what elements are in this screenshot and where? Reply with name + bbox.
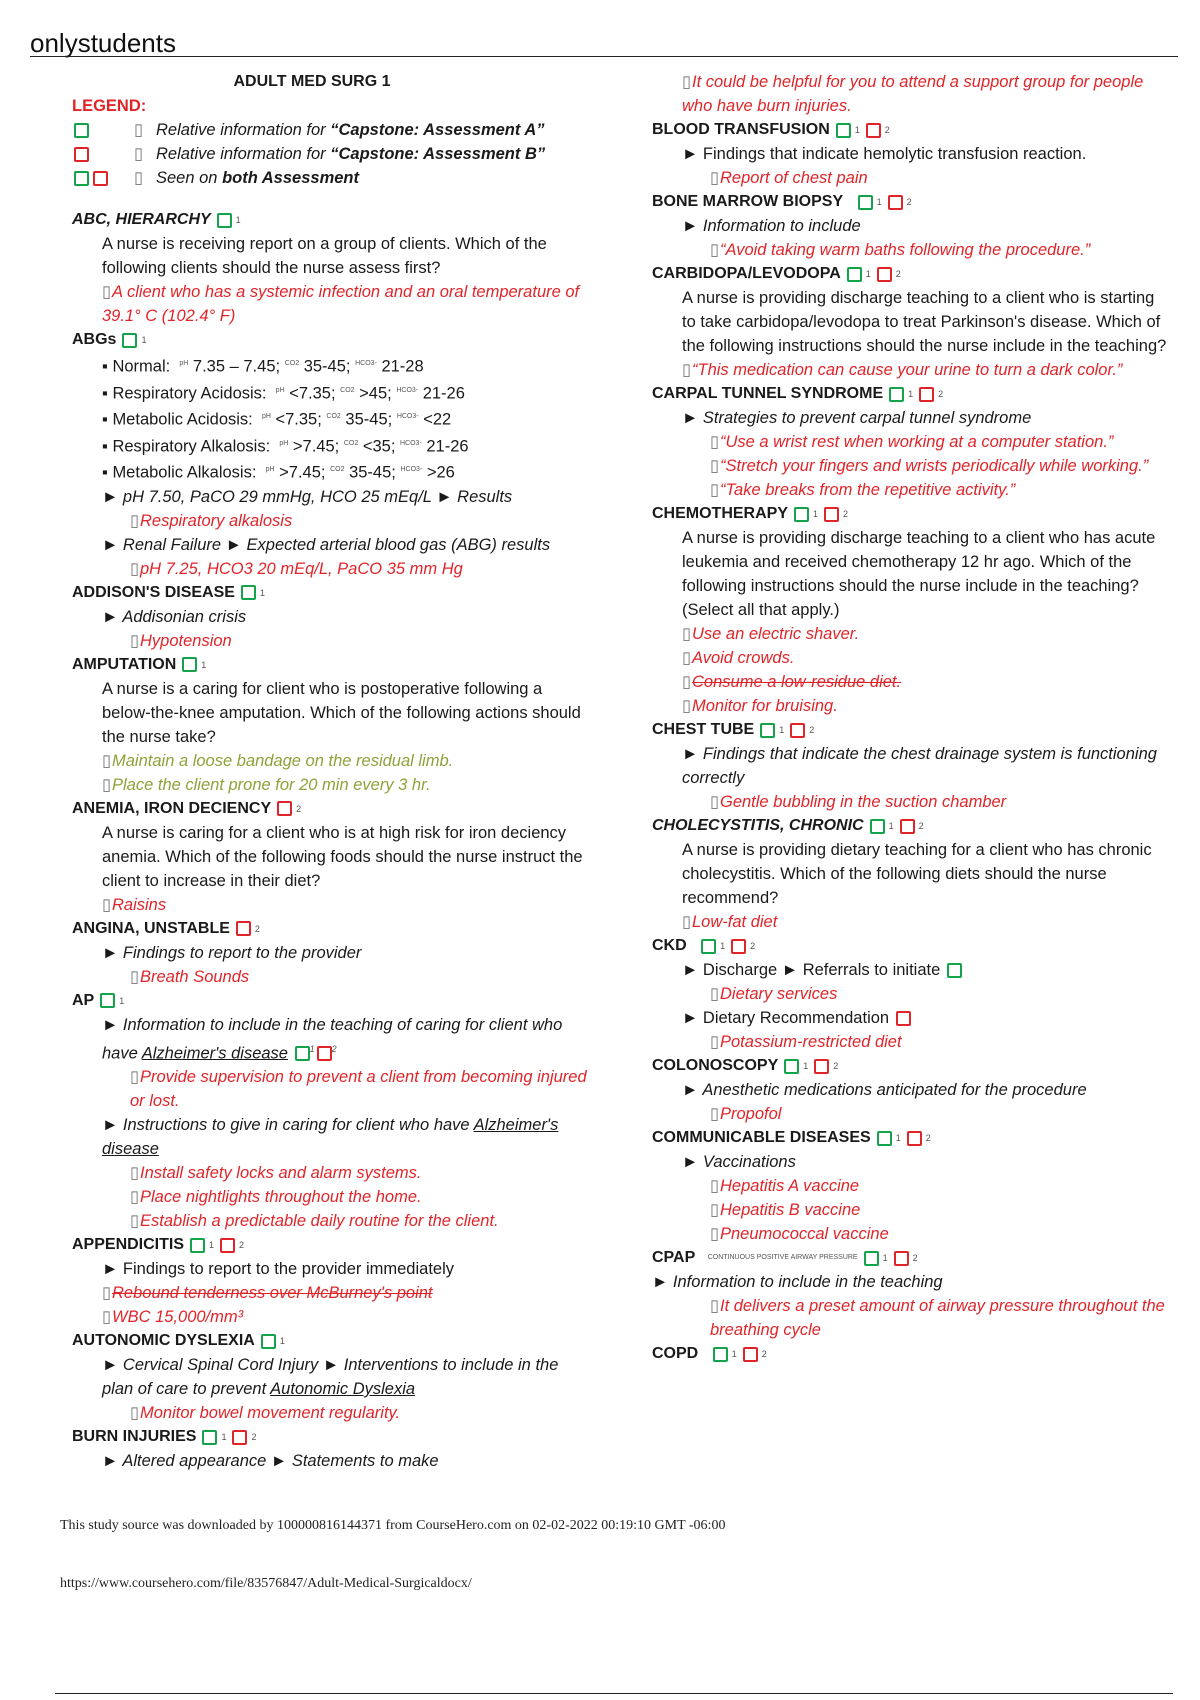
green-square-icon	[295, 1046, 310, 1061]
answer-text: ▯Hepatitis A vaccine	[710, 1177, 860, 1195]
topic-line: ► Findings to report to the provider	[102, 943, 362, 962]
answer-text: ▯Rebound tenderness over McBurney's point	[102, 1284, 433, 1302]
green-square-icon	[947, 963, 962, 978]
bullet-box-icon: ▯	[134, 121, 144, 139]
section-heading: CHOLECYSTITIS, CHRONIC 1 2	[652, 817, 924, 834]
section-heading: ANEMIA, IRON DECIENCY 2	[72, 799, 302, 817]
red-square-icon	[277, 801, 292, 816]
red-square-icon	[317, 1046, 332, 1061]
abg-row: ▪ Normal: $^{pH}$ 7.35 – 7.45; $^{CO2}$ 35-45; $^{HCO3-}$ 21-28	[102, 357, 424, 376]
green-square-icon	[217, 213, 232, 228]
section-heading: AUTONOMIC DYSLEXIA 1	[72, 1332, 285, 1349]
answer-text: ▯It delivers a preset amount of airway pressure throughout the breathing cycle	[710, 1297, 1165, 1339]
section-heading: COPD 1 2	[652, 1345, 767, 1362]
answer-text: ▯Hypotension	[130, 631, 232, 650]
answer-text: ▯It could be helpful for you to attend a support group for people who have burn injuries.	[682, 73, 1144, 115]
abg-row: ▪ Metabolic Alkalosis: $^{pH}$ >7.45; $^{CO2}$ 35-45; $^{HCO3-}$ >26	[102, 463, 455, 482]
answer-text: ▯A client who has a systemic infection and an oral temperature of 39.1° C (102.4° F)	[102, 283, 580, 325]
legend-text: Seen on	[156, 169, 223, 187]
answer-text: ▯Breath Sounds	[130, 967, 250, 986]
section-heading: COMMUNICABLE DISEASES 1 2	[652, 1129, 931, 1146]
answer-text: ▯Avoid crowds.	[682, 649, 795, 667]
red-square-icon	[743, 1347, 758, 1362]
answer-text: ▯Place nightlights throughout the home.	[130, 1188, 422, 1206]
answer-text: ▯Use an electric shaver.	[682, 625, 860, 643]
question-text: A nurse is a caring for client who is postoperative following a below-the-knee amputation. Which of the following actions should the nurse take?	[102, 679, 581, 746]
answer-text: ▯WBC 15,000/mm³	[102, 1308, 244, 1326]
topic-line: ► Addisonian crisis	[102, 607, 247, 626]
green-square-icon	[74, 171, 89, 186]
red-square-icon	[888, 195, 903, 210]
answer-text: ▯Provide supervision to prevent a client from becoming injured or lost.	[130, 1068, 587, 1110]
red-square-icon	[907, 1131, 922, 1146]
green-square-icon	[864, 1251, 879, 1266]
section-heading: APPENDICITIS 1 2	[72, 1236, 245, 1253]
topic-line: ► Information to include in the teaching of caring for client who have Alzheimer's disease $^1$ $^2$	[102, 1015, 563, 1062]
legend-bold: “Capstone: Assessment B”	[330, 145, 546, 163]
answer-text: ▯Establish a predictable daily routine for the client.	[130, 1212, 499, 1230]
topic-line: ► Information to include	[682, 217, 861, 235]
section-heading: CHEST TUBE 1 2	[652, 721, 815, 738]
answer-text: ▯Consume a low-residue diet.	[682, 673, 902, 691]
green-square-icon	[261, 1334, 276, 1349]
section-heading: BURN INJURIES 1 2	[72, 1428, 257, 1445]
legend-text: Relative information for	[156, 145, 331, 163]
answer-text: ▯Pneumococcal vaccine	[710, 1225, 889, 1243]
section-heading: CARBIDOPA/LEVODOPA 1 2	[652, 265, 901, 282]
section-heading: ABC, HIERARCHY 1	[72, 211, 241, 228]
abg-row: ▪ Respiratory Alkalosis: $^{pH}$ >7.45; $^{CO2}$ <35; $^{HCO3-}$ 21-26	[102, 437, 469, 455]
legend-label: LEGEND:	[72, 97, 147, 115]
answer-text: ▯Respiratory alkalosis	[130, 511, 293, 530]
section-heading: CKD 1 2	[652, 937, 756, 954]
red-square-icon	[731, 939, 746, 954]
red-square-icon	[236, 921, 251, 936]
red-square-icon	[232, 1430, 247, 1445]
section-heading: BONE MARROW BIOPSY 1 2	[652, 193, 912, 210]
answer-text: ▯Low-fat diet	[682, 913, 778, 931]
green-square-icon	[713, 1347, 728, 1362]
abg-row: ▪ Respiratory Acidosis: $^{pH}$ <7.35; $^{CO2}$ >45; $^{HCO3-}$ 21-26	[102, 384, 465, 402]
red-square-icon	[900, 819, 915, 834]
red-square-icon	[74, 147, 89, 162]
green-square-icon	[122, 333, 137, 348]
green-square-icon	[836, 123, 851, 138]
topic-line: ► Findings that indicate the chest drainage system is functioning correctly	[682, 745, 1157, 787]
green-square-icon	[877, 1131, 892, 1146]
green-square-icon	[182, 657, 197, 672]
document-title: ADULT MED SURG 1	[233, 73, 391, 90]
abg-row: ▪ Metabolic Acidosis: $^{pH}$ <7.35; $^{CO2}$ 35-45; $^{HCO3-}$ <22	[102, 410, 452, 429]
answer-text: ▯Monitor bowel movement regularity.	[130, 1404, 401, 1422]
answer-text: ▯Hepatitis B vaccine	[710, 1201, 861, 1219]
topic-line: ► Altered appearance ► Statements to make	[102, 1452, 439, 1470]
question-text: A nurse is providing discharge teaching to a client who is starting to take carbidopa/levodopa to treat Parkinson's disease. Which of the following instructions should the nurse include in the teaching?	[682, 289, 1167, 355]
red-square-icon	[93, 171, 108, 186]
question-text: A nurse is providing discharge teaching to a client who has acute leukemia and received chemotherapy 12 hr ago. Which of the following instructions should the nurse include in the teaching? (Select all that apply.)	[682, 529, 1156, 619]
red-square-icon	[220, 1238, 235, 1253]
topic-line: ► Renal Failure ► Expected arterial blood gas (ABG) results	[102, 535, 551, 554]
answer-text: ▯“Use a wrist rest when working at a computer station.”	[710, 433, 1114, 451]
legend-bold: “Capstone: Assessment A”	[330, 121, 545, 139]
section-heading: CHEMOTHERAPY 1 2	[652, 505, 849, 522]
bullet-box-icon: ▯	[134, 169, 144, 187]
topic-line: ► Cervical Spinal Cord Injury ► Interventions to include in the plan of care to prevent Autonomic Dyslexia	[102, 1356, 559, 1398]
question-text: A nurse is receiving report on a group of clients. Which of the following clients should the nurse assess first?	[102, 235, 547, 277]
right-column	[652, 70, 1172, 1366]
green-square-icon	[74, 123, 89, 138]
answer-text: ▯Raisins	[102, 895, 167, 914]
red-square-icon	[814, 1059, 829, 1074]
topic-line: ► Discharge ► Referrals to initiate	[652, 958, 1172, 982]
download-notice: This study source was downloaded by 100000816144371 from CourseHero.com on 02-02-2022 00:19:10 GMT -06:00	[60, 1518, 726, 1533]
bullet-box-icon: ▯	[134, 145, 144, 163]
section-heading: ABGs 1	[72, 331, 147, 348]
answer-text: ▯Propofol	[710, 1105, 782, 1123]
section-heading: ADDISON'S DISEASE 1	[72, 583, 265, 601]
answer-text: ▯Monitor for bruising.	[682, 697, 838, 715]
green-square-icon	[889, 387, 904, 402]
section-heading: CPAP CONTINUOUS POSITIVE AIRWAY PRESSURE 1 2	[652, 1249, 918, 1266]
answer-text: ▯pH 7.25, HCO3 20 mEq/L, PaCO 35 mm Hg	[130, 559, 463, 578]
answer-text: ▯Install safety locks and alarm systems.	[130, 1164, 422, 1182]
green-square-icon	[701, 939, 716, 954]
section-heading: COLONOSCOPY 1 2	[652, 1057, 839, 1074]
legend-row-b	[72, 142, 592, 166]
green-square-icon	[858, 195, 873, 210]
red-square-icon	[896, 1011, 911, 1026]
section-heading: AP 1	[72, 991, 125, 1009]
topic-line: ► Anesthetic medications anticipated for the procedure	[682, 1081, 1087, 1099]
answer-text: ▯Place the client prone for 20 min every 3 hr.	[102, 775, 431, 794]
topic-line: ► pH 7.50, PaCO 29 mmHg, HCO 25 mEq/L ► Results	[102, 487, 513, 506]
topic-line: ► Findings that indicate hemolytic transfusion reaction.	[682, 145, 1087, 163]
legend-row-both	[72, 166, 592, 190]
green-square-icon	[784, 1059, 799, 1074]
green-square-icon	[760, 723, 775, 738]
brand-header: onlystudents	[30, 28, 176, 58]
green-square-icon	[870, 819, 885, 834]
footer-rule	[55, 1693, 1173, 1694]
question-text: A nurse is providing dietary teaching for a client who has chronic cholecystitis. Which of the following diets should the nurse recommend?	[682, 841, 1152, 907]
answer-text: ▯Gentle bubbling in the suction chamber	[710, 793, 1007, 811]
red-square-icon	[866, 123, 881, 138]
source-url[interactable]: https://www.coursehero.com/file/83576847/Adult-Medical-Surgicaldocx/	[60, 1576, 472, 1591]
topic-line: ► Strategies to prevent carpal tunnel syndrome	[682, 409, 1032, 427]
red-square-icon	[790, 723, 805, 738]
red-square-icon	[877, 267, 892, 282]
topic-line: ► Findings to report to the provider immediately	[102, 1260, 454, 1278]
question-text: A nurse is caring for a client who is at high risk for iron deciency anemia. Which of the following foods should the nurse instruct the client to increase in their diet?	[102, 823, 583, 890]
red-square-icon	[824, 507, 839, 522]
green-square-icon	[100, 993, 115, 1008]
left-column	[72, 70, 592, 1473]
answer-text: ▯Report of chest pain	[710, 169, 868, 187]
section-heading: BLOOD TRANSFUSION 1 2	[652, 121, 890, 138]
topic-line: ► Dietary Recommendation	[652, 1006, 1172, 1030]
header-rule	[30, 56, 1178, 57]
legend-text: Relative information for	[156, 121, 331, 139]
red-square-icon	[919, 387, 934, 402]
answer-text: ▯Potassium-restricted diet	[710, 1033, 902, 1051]
green-square-icon	[241, 585, 256, 600]
answer-text: ▯“This medication can cause your urine to turn a dark color.”	[682, 361, 1123, 379]
section-heading: AMPUTATION 1	[72, 655, 207, 673]
answer-text: ▯“Avoid taking warm baths following the procedure.”	[710, 241, 1091, 259]
green-square-icon	[794, 507, 809, 522]
green-square-icon	[190, 1238, 205, 1253]
answer-text: ▯“Take breaks from the repetitive activity.”	[710, 481, 1016, 499]
section-heading: ANGINA, UNSTABLE 2	[72, 919, 260, 937]
red-square-icon	[894, 1251, 909, 1266]
topic-line: ► Information to include in the teaching	[652, 1273, 943, 1291]
legend-row-a	[72, 118, 592, 142]
topic-line: ► Instructions to give in caring for client who have Alzheimer's disease	[102, 1116, 559, 1158]
answer-text: ▯Dietary services	[710, 985, 838, 1003]
legend-bold: both Assessment	[222, 169, 359, 187]
answer-text: ▯Maintain a loose bandage on the residual limb.	[102, 751, 454, 770]
green-square-icon	[202, 1430, 217, 1445]
answer-text: ▯“Stretch your fingers and wrists periodically while working.”	[710, 457, 1149, 475]
section-heading: CARPAL TUNNEL SYNDROME 1 2	[652, 385, 944, 402]
topic-line: ► Vaccinations	[682, 1153, 796, 1171]
green-square-icon	[847, 267, 862, 282]
abg-reference-list	[72, 352, 592, 485]
